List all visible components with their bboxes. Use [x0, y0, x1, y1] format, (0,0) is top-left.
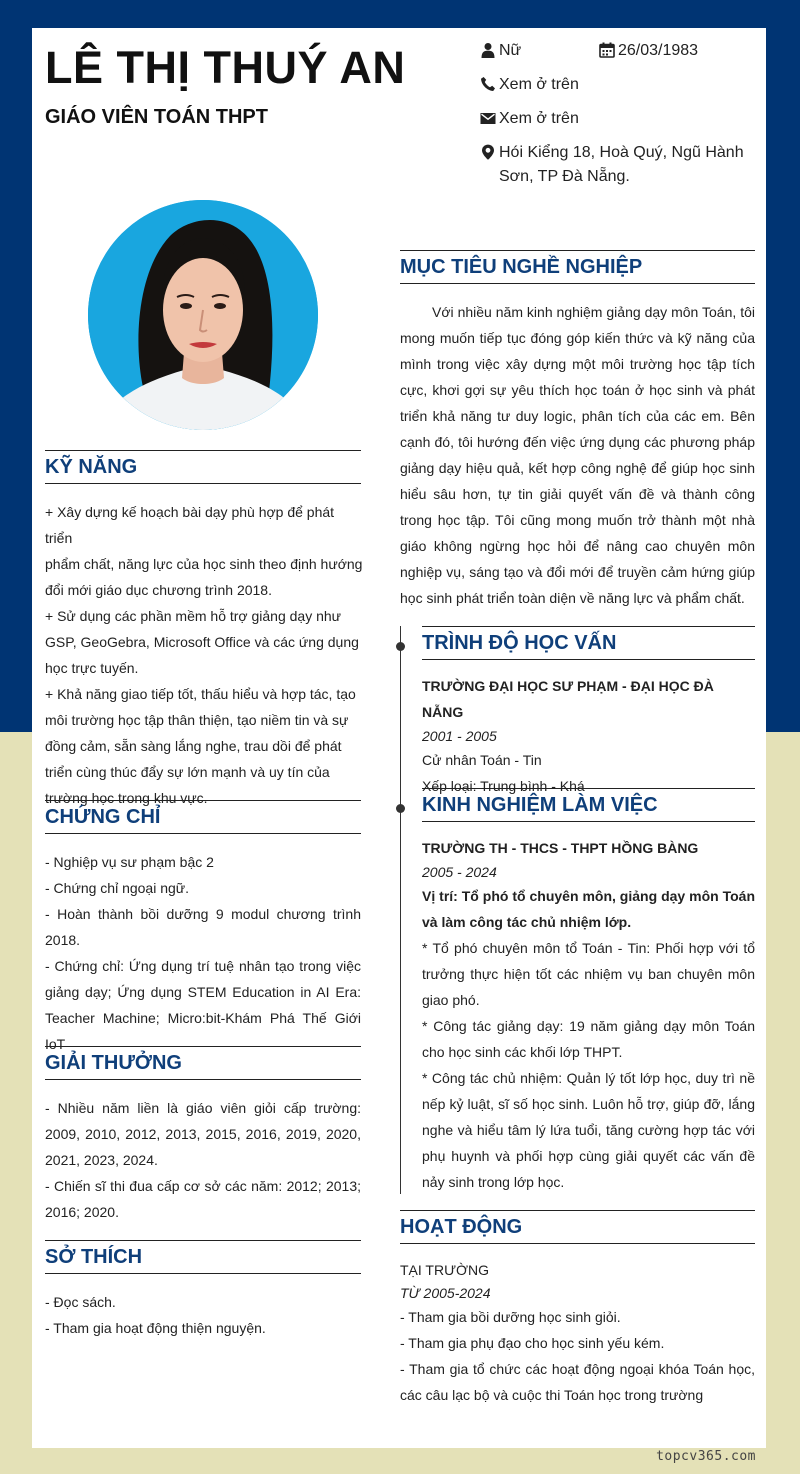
email-value: Xem ở trên — [499, 110, 579, 127]
activities-section-title: HOẠT ĐỘNG — [400, 1210, 755, 1244]
skill-item-1: + Xây dựng kế hoạch bài dạy phù hợp để phát triển phẩm chất, năng lực của học sinh theo định hướng đổi mới giáo dục chương trình 2018. — [45, 504, 363, 598]
user-icon — [480, 42, 496, 58]
gender-value: Nữ — [499, 42, 522, 59]
experience-item: * Công tác chủ nhiệm: Quản lý tốt lớp học, duy trì nề nếp kỷ luật, sĩ số học sinh. Luôn hỗ trợ, giúp đỡ, lắng nghe và hiểu tâm lý lứa tuổi, tăng cường hợp tác với phụ huynh và phối hợp cùng giải quyết các vấn đề nảy sinh trong lớp học. — [422, 1070, 755, 1190]
experience-item: * Tổ phó chuyên môn tổ Toán - Tin: Phối hợp với tổ trưởng thực hiện tốt các nhiệm vụ ban chuyên môn giao phó. — [422, 940, 755, 1008]
hobbies-list — [45, 1289, 361, 1341]
address-line-2: Sơn, TP Đà Nẵng. — [499, 168, 630, 185]
objective-text: Với nhiều năm kinh nghiệm giảng dạy môn Toán, tôi mong muốn tiếp tục đóng góp kiến thức và kỹ năng của mình trong việc xây dựng một môi trường học tập tích cực, khơi gợi sự yêu thích học toán ở học sinh và phát triển khả năng tư duy logic, phân tích của các em. Bên cạnh đó, tôi hướng đến việc ứng dụng các phương pháp giảng dạy hiệu quả, kết hợp công nghệ để giúp học sinh hiểu sâu hơn, tự tin giải quyết vấn đề và thành công trong học tập. Tôi cũng mong muốn trở thành một nhà giáo không ngừng học hỏi để nâng cao chuyên môn nghiệp vụ, sáng tạo và đổi mới để truyền cảm hứng giúp học sinh phát triển toàn diện về năng lực và phẩm chất. — [400, 304, 755, 606]
experience-position: Vị trí: Tổ phó tổ chuyên môn, giảng dạy môn Toán và làm công tác chủ nhiệm lớp. — [422, 888, 755, 930]
experience-section-title: KINH NGHIỆM LÀM VIỆC — [422, 788, 755, 822]
certificate-item: - Nghiệp vụ sư phạm bậc 2 — [45, 854, 214, 870]
experience-company: TRƯỜNG TH - THCS - THPT HỒNG BÀNG — [422, 840, 699, 856]
timeline-dot — [396, 804, 405, 813]
candidate-name: LÊ THỊ THUÝ AN — [45, 42, 406, 93]
contact-dob — [599, 39, 759, 63]
location-pin-icon — [480, 143, 496, 161]
activity-item: - Tham gia phụ đạo cho học sinh yếu kém. — [400, 1335, 665, 1351]
phone-value: Xem ở trên — [499, 76, 579, 93]
skill-item-2: + Sử dụng các phần mềm hỗ trợ giảng dạy như GSP, GeoGebra, Microsoft Office và các ứng dụng học trực tuyến. — [45, 608, 359, 676]
contact-phone — [480, 73, 740, 97]
education-entry — [422, 673, 755, 799]
phone-icon — [480, 76, 496, 92]
job-title: GIÁO VIÊN TOÁN THPT — [45, 106, 268, 128]
contact-address — [480, 141, 750, 189]
certificate-item: - Chứng chỉ: Ứng dụng trí tuệ nhân tạo trong việc giảng dạy; Ứng dụng STEM Education in AI Era: Teacher Machine; Micro:bit-Khám Phá Thế Giới IoT — [45, 958, 361, 1052]
contact-email — [480, 107, 740, 131]
certificate-item: - Hoàn thành bồi dưỡng 9 modul chương trình 2018. — [45, 906, 361, 948]
education-section-title: TRÌNH ĐỘ HỌC VẤN — [422, 626, 755, 660]
address-value — [499, 141, 749, 189]
hobby-item: - Đọc sách. — [45, 1294, 116, 1310]
portrait-illustration — [88, 200, 318, 430]
calendar-icon — [599, 42, 615, 58]
activity-item: - Tham gia tổ chức các hoạt động ngoại khóa Toán học, các câu lạc bộ và cuộc thi Toán học trong trường — [400, 1361, 755, 1403]
activity-item: - Tham gia bồi dưỡng học sinh giỏi. — [400, 1309, 621, 1325]
education-period: 2001 - 2005 — [422, 728, 497, 744]
experience-entry — [422, 835, 755, 1195]
contact-gender — [480, 39, 590, 63]
education-degree: Cử nhân Toán - Tin — [422, 752, 542, 768]
address-line-1: Hói Kiểng 18, Hoà Quý, Ngũ Hành — [499, 144, 744, 161]
watermark-text: topcv365.com — [656, 1449, 756, 1464]
dob-value: 26/03/1983 — [618, 42, 699, 59]
avatar — [88, 200, 318, 430]
activities-period: TỪ 2005-2024 — [400, 1285, 491, 1301]
hobbies-section-title: SỞ THÍCH — [45, 1240, 361, 1274]
skills-list — [45, 499, 365, 811]
award-item: - Chiến sĩ thi đua cấp cơ sở các năm: 2012; 2013; 2016; 2020. — [45, 1178, 361, 1220]
timeline-dot — [396, 642, 405, 651]
certificate-item: - Chứng chỉ ngoại ngữ. — [45, 880, 190, 896]
timeline-line — [400, 626, 401, 1194]
certificates-list — [45, 849, 361, 1057]
experience-period: 2005 - 2024 — [422, 864, 497, 880]
activities-place: TẠI TRƯỜNG — [400, 1262, 490, 1278]
education-grade: Xếp loại: Trung bình - Khá — [422, 778, 585, 794]
hobby-item: - Tham gia hoạt động thiện nguyện. — [45, 1320, 266, 1336]
award-item: - Nhiều năm liền là giáo viên giỏi cấp trường: 2009, 2010, 2012, 2013, 2015, 2016, 2019, 2020, 2021, 2023, 2024. — [45, 1100, 361, 1168]
skill-item-3: + Khả năng giao tiếp tốt, thấu hiểu và hợp tác, tạo môi trường học tập thân thiện, tạo niềm tin và sự đồng cảm, sẵn sàng lắng nghe, trau dồi để phát triển cùng thúc đẩy sự lớn mạnh và uy tín của trường học trong khu vực. — [45, 686, 356, 806]
experience-item: * Công tác giảng dạy: 19 năm giảng dạy môn Toán cho học sinh các khối lớp THPT. — [422, 1018, 755, 1060]
awards-list — [45, 1095, 361, 1225]
certificates-section-title: CHỨNG CHỈ — [45, 800, 361, 834]
objective-section-title: MỤC TIÊU NGHỀ NGHIỆP — [400, 250, 755, 284]
mail-icon — [480, 110, 496, 126]
skills-section-title: KỸ NĂNG — [45, 450, 361, 484]
education-school: TRƯỜNG ĐẠI HỌC SƯ PHẠM - ĐẠI HỌC ĐÀ NẴNG — [422, 678, 714, 720]
activities-entry — [400, 1258, 755, 1408]
awards-section-title: GIẢI THƯỞNG — [45, 1046, 361, 1080]
